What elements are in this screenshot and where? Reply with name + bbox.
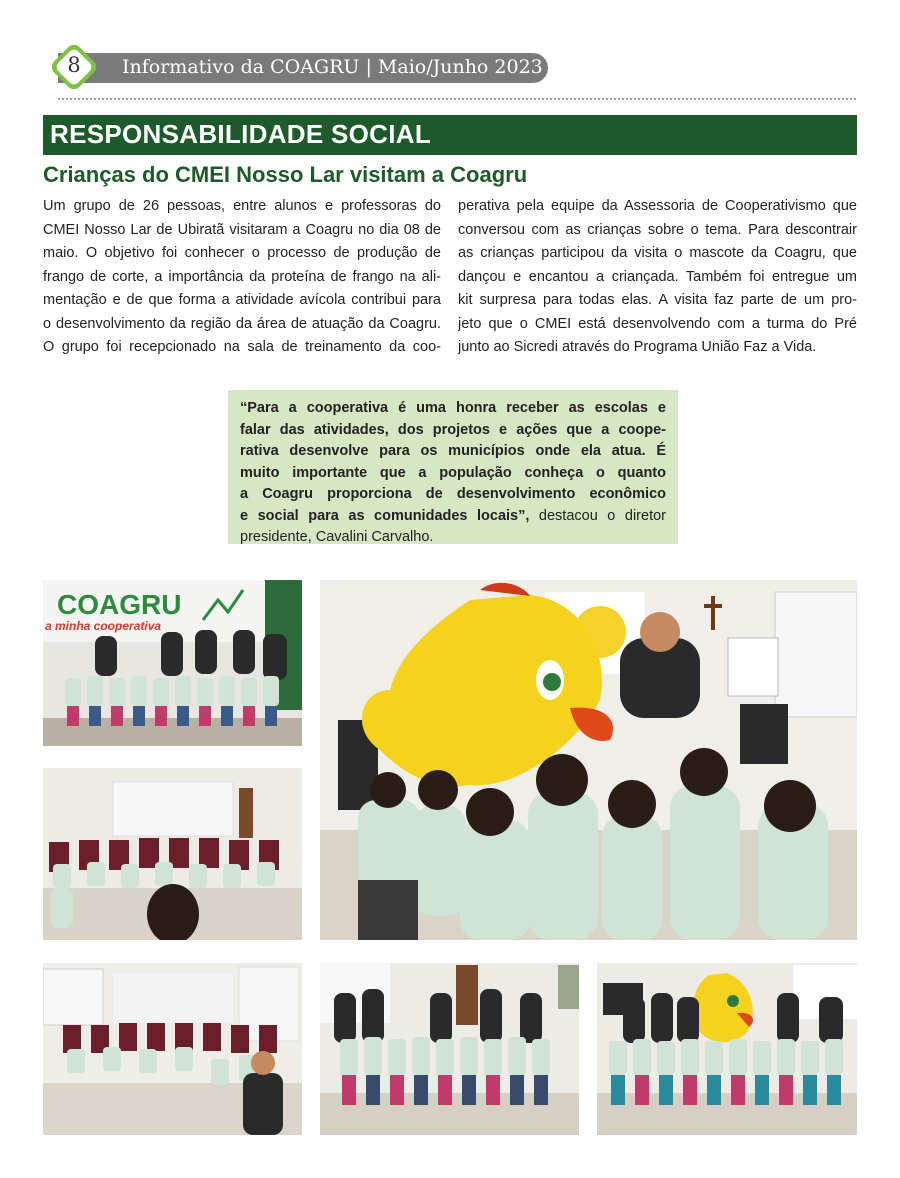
- pull-quote: [240, 398, 666, 549]
- text-line: o desenvolvimento da região da área de atuação da Coagru.: [43, 315, 441, 332]
- quote-line: rativa desenvolve para os municípios onde ela atua. É: [240, 443, 666, 459]
- quote-line: muito importante que a população conheça o quanto: [240, 464, 666, 481]
- quote-line: a Coagru proporciona de desenvolvimento econômico: [240, 486, 666, 502]
- article-column-1: [43, 195, 441, 360]
- quote-line: falar das atividades, dos projetos e ações que a coope-: [240, 421, 666, 438]
- text-line: O grupo foi recepcionado na sala de treinamento da coo-: [43, 339, 441, 355]
- header-divider: [58, 98, 856, 100]
- article-headline: Crianças do CMEI Nosso Lar visitam a Coagru: [43, 162, 528, 187]
- text-line: kit surpresa para todas elas. A visita faz parte de um pro-: [458, 292, 857, 308]
- page-number: 8: [67, 53, 81, 77]
- text-line: maio. O objetivo foi conhecer o processo de produção de: [43, 245, 441, 261]
- text-line: Um grupo de 26 pessoas, entre alunos e professoras do: [43, 198, 441, 214]
- quote-line: e social para as comunidades locais”,: [240, 507, 530, 524]
- photo-group-mascot: [597, 963, 857, 1135]
- text-line: junto ao Sicredi através do Programa União Faz a Vida.: [458, 339, 817, 355]
- quote-attribution-end: presidente, Cavalini Carvalho.: [240, 529, 434, 545]
- article-column-2: [458, 195, 857, 360]
- publication-title: Informativo da COAGRU | Maio/Junho 2023: [122, 56, 543, 78]
- text-line: jeto que o CMEI está desenvolvendo com a turma do Pré: [458, 315, 857, 332]
- text-line: mentação e de que forma a atividade avícola contribui para: [43, 292, 441, 308]
- photo-training-room-1: [43, 768, 302, 940]
- text-line: CMEI Nosso Lar de Ubiratã visitaram a Coagru no dia 08 de: [43, 221, 441, 238]
- quote-attribution: destacou o diretor: [529, 507, 666, 524]
- banner-brand-text: COAGRU: [57, 589, 182, 620]
- text-line: dançou e encantou a criançada. Também foi entregue um: [458, 268, 857, 285]
- banner-tagline-text: a minha cooperativa: [45, 619, 162, 633]
- section-title: RESPONSABILIDADE SOCIAL: [50, 119, 432, 149]
- text-line: as crianças participou da visita o mascote da Coagru, que: [458, 245, 857, 261]
- text-line: perativa pela equipe da Assessoria de Cooperativismo que: [458, 198, 857, 214]
- photo-training-room-2: [43, 963, 302, 1135]
- text-line: frango de corte, a importância da proteína de frango na ali-: [43, 268, 441, 285]
- photo-mascot-children: [320, 580, 857, 940]
- quote-line: “Para a cooperativa é uma honra receber as escolas e: [240, 400, 666, 416]
- text-line: conversou com as crianças sobre o tema. Para descontrair: [458, 221, 857, 238]
- photo-group-banner: [43, 580, 302, 746]
- photo-group-kits: [320, 963, 579, 1135]
